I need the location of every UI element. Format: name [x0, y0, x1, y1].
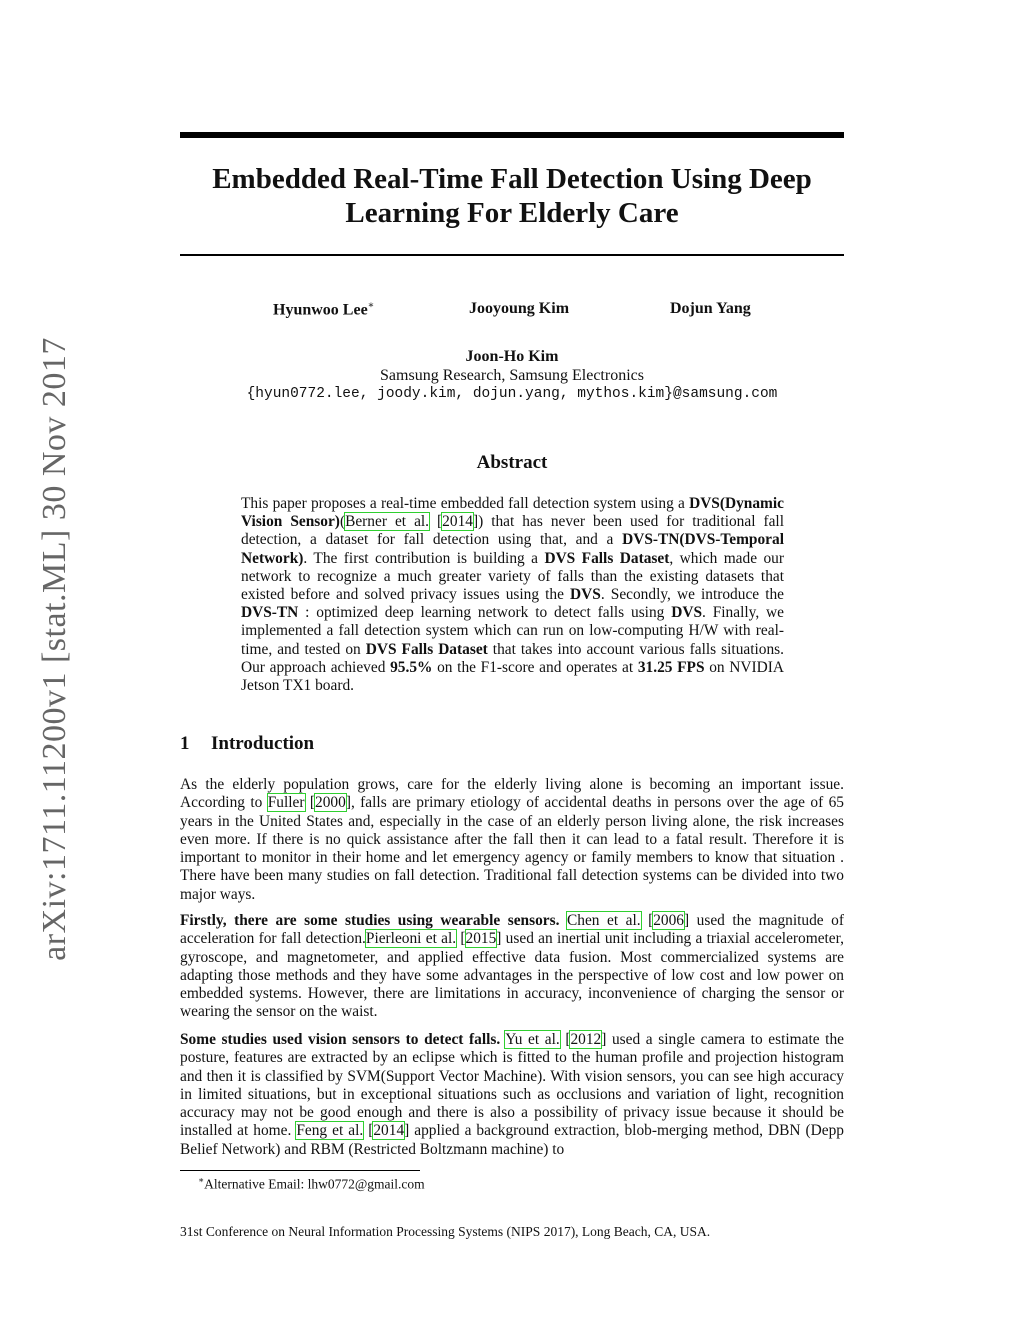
- paragraph-text: ], falls are primary etiology of accidental deaths in persons over the age of 65 years in the United States and, especially in the case of an elderly person living alone, the risk increases even more. If there is no quick assistance after the fall then it can lead to a fatal result. Therefore it is important to monitor in their home and let emergency agency or family members to know that situation . There have been many studies on fall detection. Traditional fall detection systems can be divided into two major ways.: [180, 794, 844, 903]
- paper-title: [180, 162, 844, 230]
- abstract-heading: Abstract: [476, 452, 548, 473]
- intro-paragraph-2: Firstly, there are some studies using wearable sensors. Chen et al. [2006] used the magnitude of acceleration for fall detection.Pierleoni et al. [2015] used an inertial unit including a triaxial accelerometer, gyroscope, and magnetometer, and applied effective data fusion. Most commercialized systems are adapting those methods and they have some advantages in the perspective of low cost and low power on embedded systems. However, there are limitations in accuracy, inconvenience of charging the sensor or wearing the sensor on the waist.: [180, 912, 844, 1021]
- abstract-bold: DVS: [671, 604, 703, 622]
- abstract-bold: DVS-TN(DVS-Temporal Network): [241, 531, 784, 567]
- abstract-text: on NVIDIA Jetson TX1 board.: [241, 658, 784, 695]
- paragraph-text: [: [304, 794, 316, 812]
- abstract-text: . Secondly, we introduce the: [600, 586, 784, 604]
- citation-year-link[interactable]: 2015: [465, 930, 497, 948]
- footnote: [198, 1175, 425, 1193]
- abstract-bold: 31.25 FPS: [637, 658, 705, 676]
- intro-paragraph-3: Some studies used vision sensors to detect falls. Yu et al. [2012] used a single camera to estimate the posture, features are extracted by an eclipse which is fitted to the human profile and projection histogram and then it is classified by SVM(Support Vector Machine). With vision sensors, you can see high accuracy in limited situations, but in exceptional situations such as occlusions and variation of light, recognition accuracy may not be good enough and there is also a possibility of privacy issue because it should be installed at home. Feng et al. [2014] applied a background extraction, blob-merging method, DBN (Depp Belief Network) and RBM (Restricted Boltzmann machine) to: [180, 1031, 844, 1158]
- abstract-text: on the F1-score and operates at: [432, 658, 638, 676]
- title-line-2: Learning For Elderly Care: [345, 197, 679, 229]
- paragraph-text: As the elderly population grows, care for the elderly living alone is becoming an important issue. According to: [180, 776, 844, 812]
- author-1-name: Hyunwoo Lee: [273, 301, 368, 319]
- abstract-text: . Finally, we implemented a fall detection system which can run on low-computing H/W with real-time, and tested on: [241, 604, 784, 658]
- author-1-footnote-mark[interactable]: ∗: [367, 300, 375, 311]
- abstract-bold: 95.5%: [390, 658, 433, 676]
- abstract-text: (: [339, 513, 346, 531]
- author-emails: {hyun0772.lee, joody.kim, dojun.yang, mythos.kim}@samsung.com: [246, 386, 778, 402]
- intro-paragraph-1: [180, 776, 844, 904]
- footnote-text: Alternative Email: lhw0772@gmail.com: [204, 1176, 425, 1192]
- citation-link[interactable]: Berner et al.: [345, 513, 430, 531]
- citation-link[interactable]: Yu et al.: [505, 1031, 560, 1048]
- author-1: [273, 300, 374, 319]
- paragraph-text: ] used a single camera to estimate the posture, features are extracted by an eclipse which is fitted to the human profile and projection histogram and then it is classified by SVM(Support Vector Machine). With vision sensors, you can see high accuracy in limited situations, but in exceptional situations such as occlusions and variation of light, recognition accuracy may not be good enough and there is also a possibility of privacy issue because it should be installed at home.: [180, 1031, 844, 1140]
- conference-note: 31st Conference on Neural Information Processing Systems (NIPS 2017), Long Beach, CA, USA.: [180, 1224, 711, 1239]
- abstract-bold: DVS Falls Dataset: [544, 549, 670, 567]
- citation-link[interactable]: Chen et al.: [567, 912, 641, 929]
- paragraph-text: ] used the magnitude of acceleration for fall detection.: [180, 912, 844, 948]
- footnote-rule: [180, 1170, 420, 1171]
- footnote-mark: ∗: [198, 1175, 205, 1185]
- citation-year-link[interactable]: 2000: [315, 794, 346, 812]
- citation-year-link[interactable]: 2014: [373, 1122, 405, 1140]
- title-bottom-rule: [180, 254, 844, 256]
- affiliation: Samsung Research, Samsung Electronics: [380, 367, 644, 384]
- paragraph-text: ] applied a background extraction, blob-merging method, DBN (Depp Belief Network) and RBM (Restricted Boltzmann machine) to: [180, 1122, 844, 1158]
- arxiv-watermark: arXiv:1711.11200v1 [stat.ML] 30 Nov 2017: [36, 337, 73, 961]
- abstract-text: ]) that has never been used for traditional fall detection, a dataset for fall detection using that, and a: [241, 513, 784, 549]
- paragraph-lead: Firstly, there are some studies using wearable sensors.: [180, 912, 560, 929]
- citation-link[interactable]: Pierleoni et al.: [365, 930, 457, 948]
- abstract-bold: DVS Falls Dataset: [365, 640, 488, 658]
- section-heading: [180, 733, 314, 755]
- author-2: Jooyoung Kim: [469, 300, 570, 317]
- section-title: Introduction: [211, 733, 315, 754]
- citation-year-link[interactable]: 2014: [442, 513, 473, 531]
- title-top-rule: [180, 132, 844, 138]
- title-line-1: Embedded Real-Time Fall Detection Using Deep: [212, 163, 812, 195]
- citation-link[interactable]: Feng et al.: [296, 1122, 364, 1140]
- citation-year-link[interactable]: 2012: [570, 1031, 602, 1048]
- citation-link[interactable]: Fuller: [267, 794, 305, 812]
- abstract-text: . The first contribution is building a: [303, 549, 545, 567]
- abstract-text: , which made our network to recognize a much greater variety of falls than the existing datasets that existed before and solved privacy issues using the: [241, 549, 784, 604]
- abstract-text: [: [429, 513, 443, 531]
- abstract-bold: DVS(Dynamic Vision Sensor): [241, 495, 784, 531]
- citation-year-link[interactable]: 2006: [653, 912, 684, 929]
- abstract-bold: DVS: [570, 586, 601, 604]
- paragraph-lead: Some studies used vision sensors to detect falls.: [180, 1031, 501, 1048]
- section-number: 1: [180, 733, 190, 754]
- abstract-body: [241, 495, 784, 695]
- author-4: Joon-Ho Kim: [465, 348, 559, 365]
- author-3: Dojun Yang: [670, 300, 751, 317]
- abstract-text: that takes into account various falls situations. Our approach achieved: [241, 640, 784, 676]
- abstract-text: This paper proposes a real-time embedded fall detection system using a: [241, 495, 690, 512]
- abstract-bold: DVS-TN: [241, 604, 299, 622]
- paragraph-text: ] used an inertial unit including a triaxial accelerometer, gyroscope, and magnetometer, and applied effective data fusion. Most commercialized systems are adapting those methods and they have some advantages in the perspective of low cost and low power on embedded systems. However, there are limitations in accuracy, inconvenience of charging the sensor or wearing the sensor on the waist.: [180, 930, 844, 1021]
- abstract-text: : optimized deep learning network to detect falls using: [298, 604, 672, 622]
